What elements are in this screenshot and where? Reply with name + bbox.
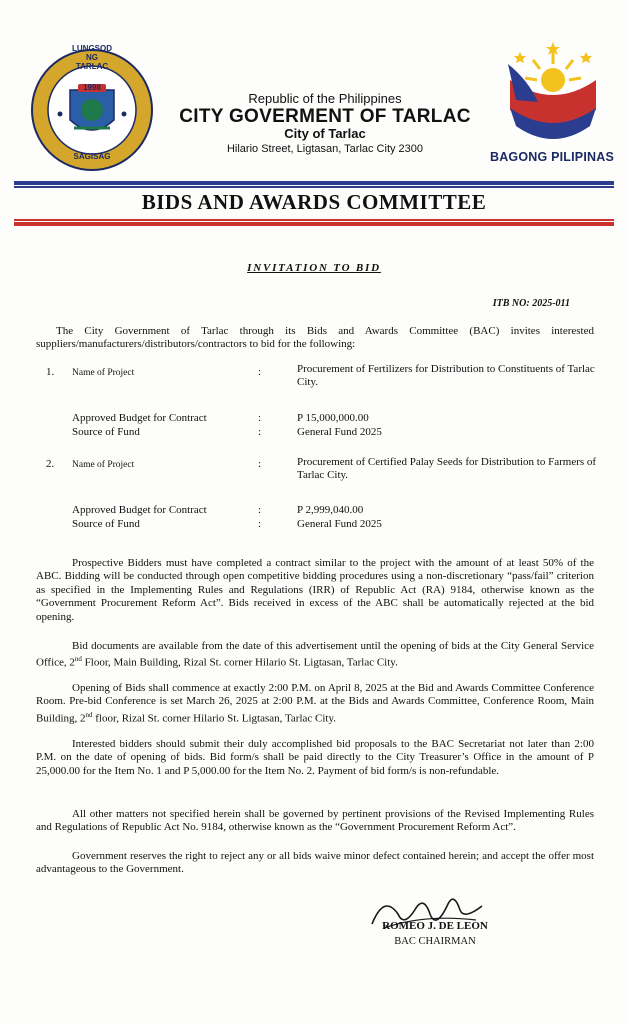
republic-heading: Republic of the Philippines (248, 91, 402, 106)
project-1-name-value: Procurement of Fertilizers for Distribution to Constituents of Tarlac City. (297, 363, 595, 388)
signature-mark (364, 884, 494, 944)
signatory-title: BAC CHAIRMAN (394, 936, 476, 947)
seal-text-top: LUNGSOD NG TARLAC (72, 44, 112, 71)
top-blue-rule-thin (14, 186, 614, 188)
project-2-name-label: Name of Project (72, 460, 135, 470)
signatory-name: ROMEO J. DE LEON (382, 920, 488, 932)
itb-number: ITB NO: 2025-011 (492, 298, 570, 309)
bottom-red-rule-thin (14, 219, 614, 221)
bottom-red-rule (14, 222, 614, 226)
city-government-heading: CITY GOVERMENT OF TARLAC (179, 106, 471, 127)
project-1-budget-colon: : (258, 412, 262, 424)
project-2-fund-value: General Fund 2025 (297, 518, 382, 530)
project-2-name-colon: : (258, 458, 262, 470)
document-title: INVITATION TO BID (247, 262, 381, 274)
project-2-budget-colon: : (258, 504, 262, 516)
bagong-pilipinas-logo (498, 40, 608, 150)
reservation-paragraph: Government reserves the right to reject any or all bids waive minor defect contained herein; and accept the offer most advantageous to the Government. (36, 850, 594, 876)
submission-paragraph: Interested bidders should submit their duly accomplished bid proposals to the BAC Secretariat not later than 2:00 P.M. on the date of opening of bids. Bid form/s shall be paid directly to the City Treasurer’s Office in the amount of P 25,000.00 for the Item No. 1 and P 5,000.00 for the Item No. 2. Payment of bid form/s is non-refundable. (36, 738, 594, 777)
committee-heading: BIDS AND AWARDS COMMITTEE (141, 190, 487, 214)
project-1-name-colon: : (258, 366, 262, 378)
governing-rules-paragraph: All other matters not specified herein shall be governed by pertinent provisions of the Revised Implementing Rules and Regulations of Republic Act No. 9184, otherwise known as the “Government Procurement Reform Act”. (36, 808, 594, 834)
project-1-name-label: Name of Project (72, 368, 135, 378)
project-2-number: 2. (46, 458, 55, 470)
project-2-fund-colon: : (258, 518, 262, 530)
opening-of-bids-paragraph: Opening of Bids shall commence at exactly 2:00 P.M. on April 8, 2025 at the Bid and Awards Committee Conference Room. Pre-bid Conference is set March 26, 2025 at 2:00 P.M. at the Bids and Awards Committee, Conference Room, Main Building, 2nd floor, Rizal St. corner Hilario St. Ligtasan, Tarlac City. (36, 682, 594, 725)
bagong-pilipinas-text: BAGONG PILIPINAS (489, 150, 615, 164)
seal-year: 1998 (83, 83, 101, 92)
project-1-fund-colon: : (258, 426, 262, 438)
address-line: Hilario Street, Ligtasan, Tarlac City 2300 (226, 143, 424, 155)
project-1-fund-label: Source of Fund (72, 426, 140, 438)
project-1-fund-value: General Fund 2025 (297, 426, 382, 438)
project-1-budget-value: P 15,000,000.00 (297, 412, 369, 424)
project-1-budget-label: Approved Budget for Contract (72, 412, 207, 424)
city-subheading: City of Tarlac (284, 126, 366, 141)
project-1-number: 1. (46, 366, 55, 378)
eligibility-paragraph: Prospective Bidders must have completed a contract similar to the project with the amount of at least 50% of the ABC. Bidding will be conducted through open competitive bidding procedures using a non-discretionary “pass/fail” criterion as specified in the Implementing Rules and Regulations (IRR) of Republic Act (RA) 9184, otherwise known as the “Government Procurement Reform Act”. Bids received in excess of the ABC shall be automatically rejected at the bid opening. (36, 557, 594, 623)
top-blue-rule (14, 181, 614, 185)
project-2-budget-label: Approved Budget for Contract (72, 504, 207, 516)
project-2-fund-label: Source of Fund (72, 518, 140, 530)
seal-text-bottom: SAGISAG (73, 152, 111, 161)
project-2-name-value: Procurement of Certified Palay Seeds for Distribution to Farmers of Tarlac City. (297, 456, 597, 481)
project-2-budget-value: P 2,999,040.00 (297, 504, 364, 516)
intro-paragraph: The City Government of Tarlac through its Bids and Awards Committee (BAC) invites interested suppliers/manufacturers/distributors/contractors to bid for the following: (36, 325, 594, 351)
bid-documents-paragraph: Bid documents are available from the date of this advertisement until the opening of bids at the City General Service Office, 2nd Floor, Main Building, Rizal St. corner Hilario St. Ligtasan, Tarlac City. (36, 640, 594, 670)
